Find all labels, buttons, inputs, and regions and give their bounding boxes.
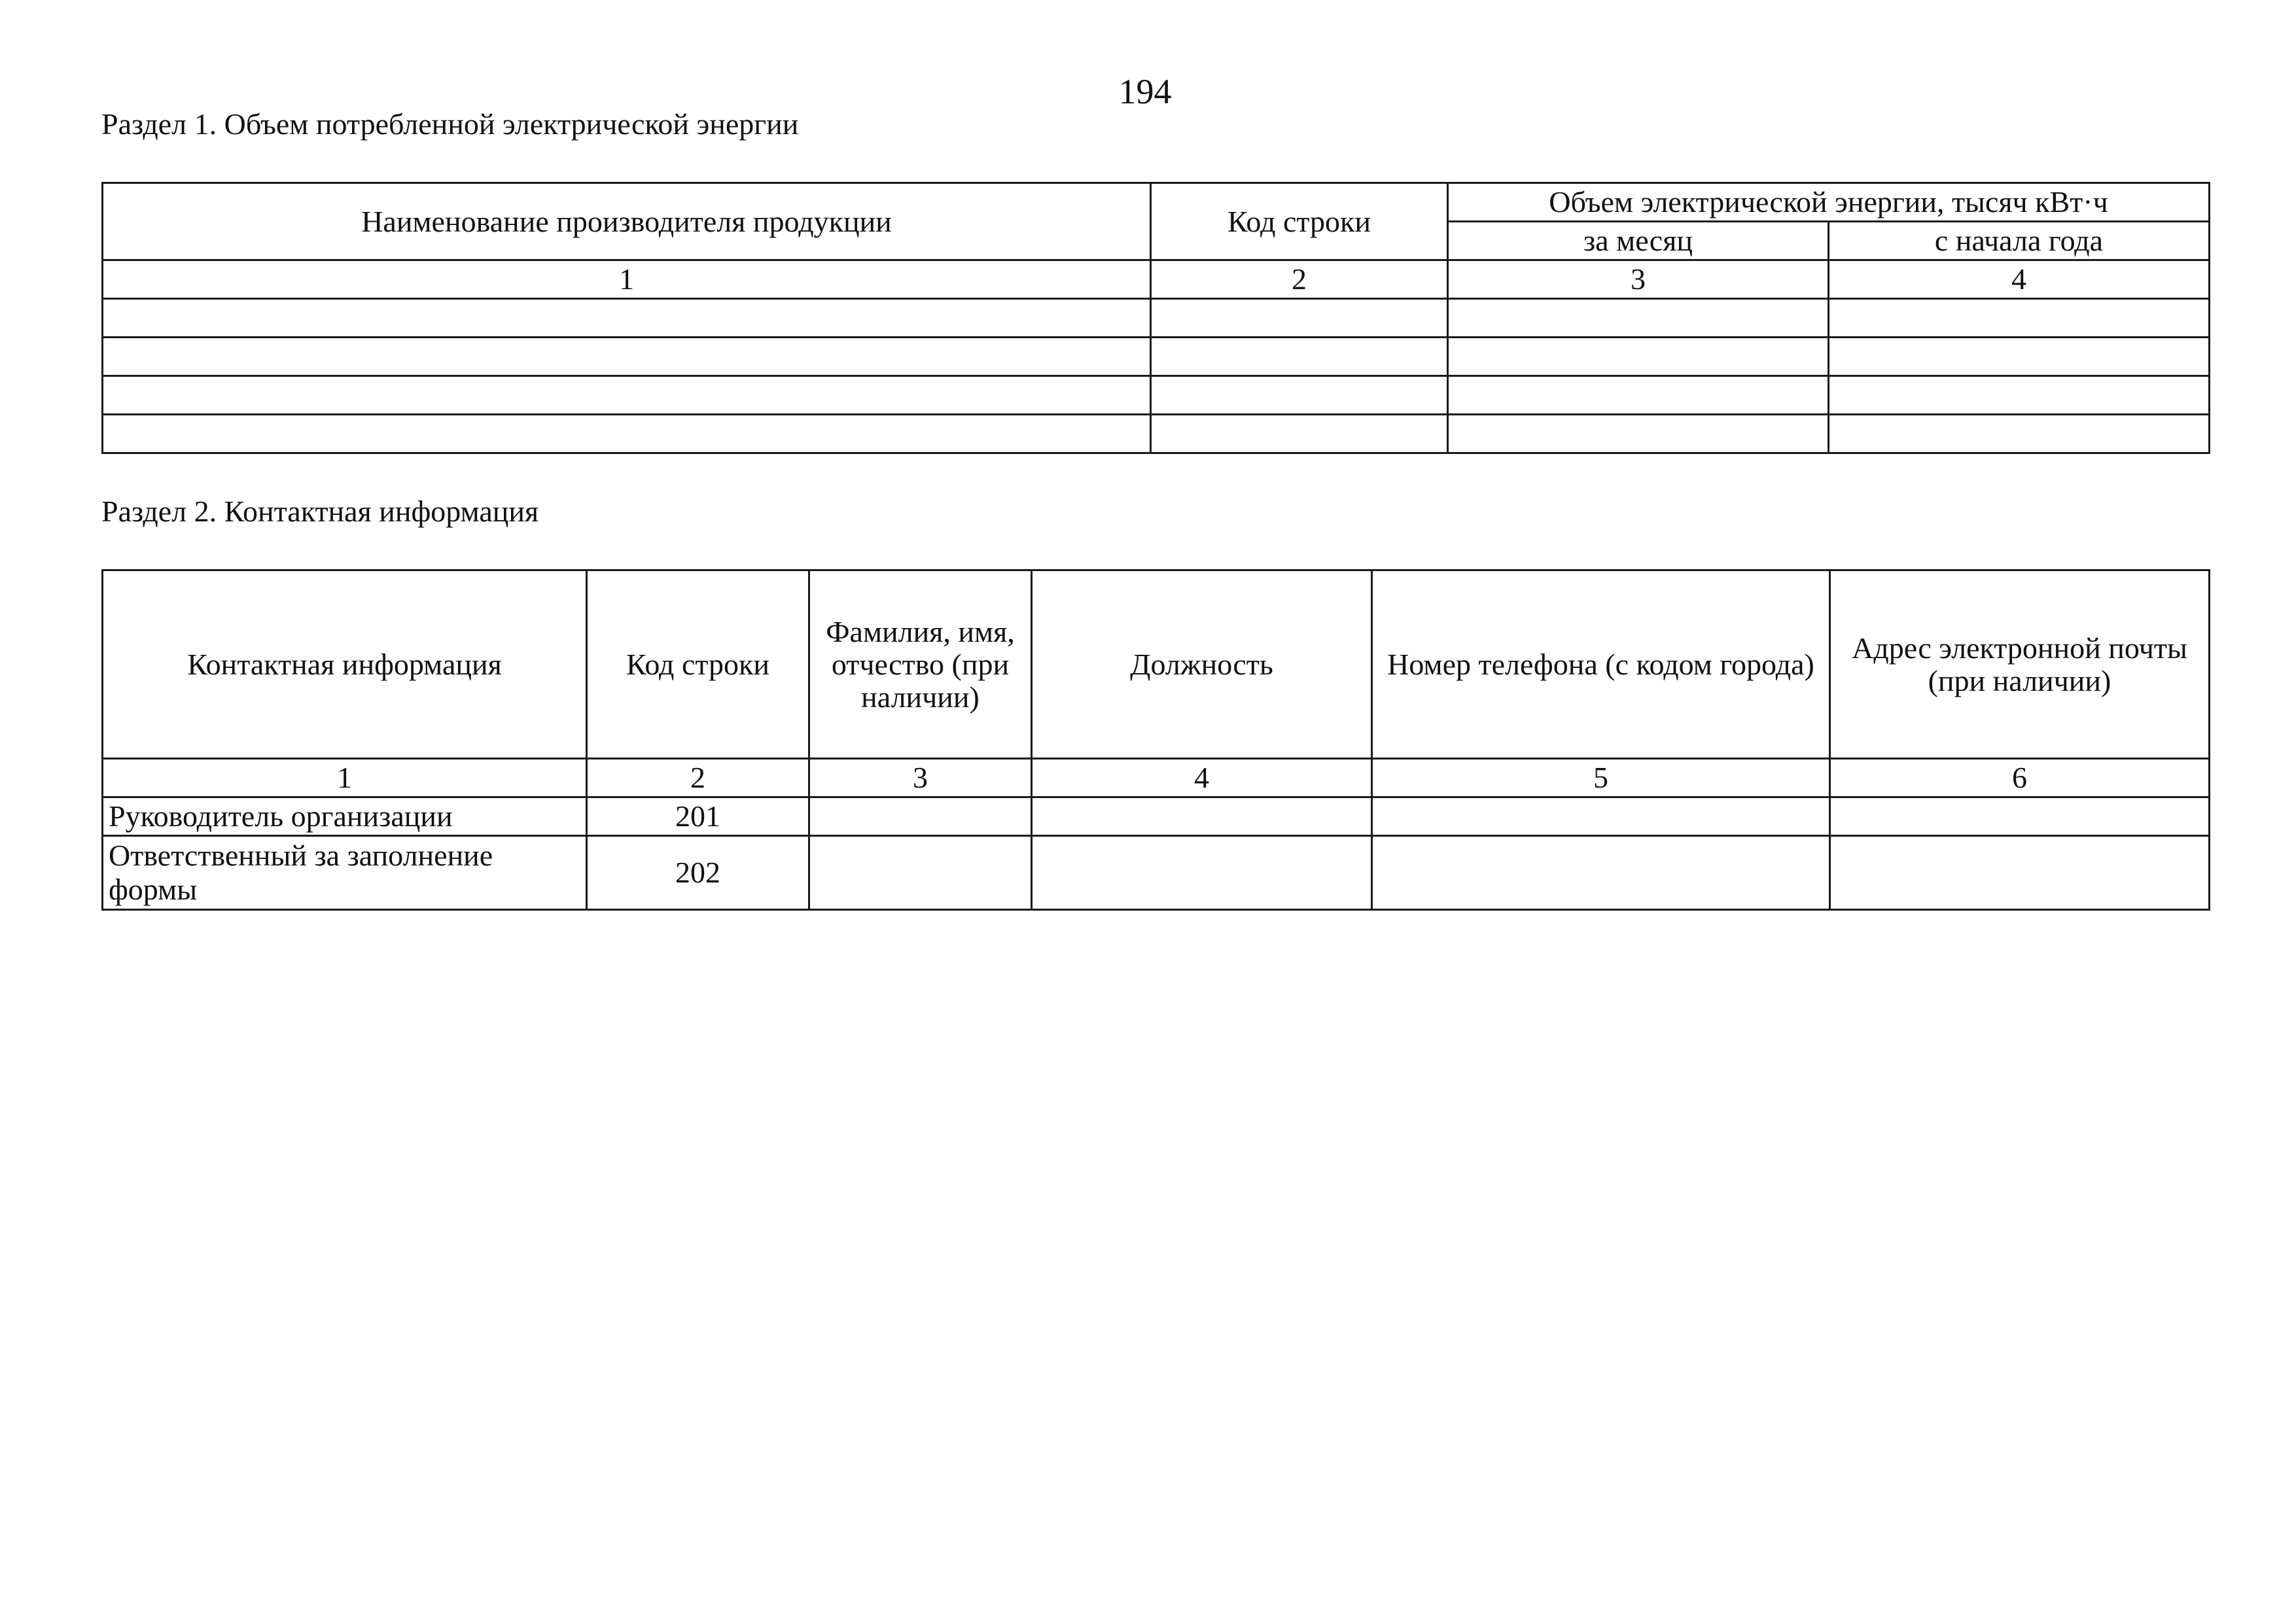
header-producer-name: Наименование производителя продукции (103, 183, 1151, 260)
producer-name-cell[interactable] (103, 415, 1151, 453)
header-volume-group: Объем электрической энергии, тысяч кВт·ч (1448, 183, 2210, 222)
position-cell[interactable] (1032, 836, 1372, 910)
blank-row (103, 376, 2210, 415)
header-position: Должность (1032, 570, 1372, 759)
header-full-name: Фамилия, имя, отчество (при наличии) (809, 570, 1032, 759)
since-year-start-cell[interactable] (1829, 338, 2210, 376)
contact-row-code: 201 (587, 797, 809, 836)
blank-row (103, 338, 2210, 376)
full-name-cell[interactable] (809, 836, 1032, 910)
producer-name-cell[interactable] (103, 338, 1151, 376)
header-since-year-start: с начала года (1829, 222, 2210, 260)
row-code-cell[interactable] (1151, 299, 1448, 338)
producer-name-cell[interactable] (103, 376, 1151, 415)
column-number: 6 (1830, 759, 2210, 797)
page-number: 194 (1118, 72, 1172, 111)
header-contact-info: Контактная информация (103, 570, 587, 759)
energy-consumption-table (101, 182, 2210, 454)
header-row-code: Код строки (587, 570, 809, 759)
email-cell[interactable] (1830, 797, 2210, 836)
section-1-title: Раздел 1. Объем потребленной электрической энергии (101, 107, 799, 141)
since-year-start-cell[interactable] (1829, 415, 2210, 453)
column-number: 1 (103, 759, 587, 797)
column-number: 3 (809, 759, 1032, 797)
row-code-cell[interactable] (1151, 415, 1448, 453)
contact-row-code: 202 (587, 836, 809, 910)
column-number: 2 (1151, 260, 1448, 299)
contact-row-head (103, 797, 2210, 836)
phone-cell[interactable] (1372, 836, 1830, 910)
column-number: 2 (587, 759, 809, 797)
column-number: 3 (1448, 260, 1829, 299)
column-number: 1 (103, 260, 1151, 299)
since-year-start-cell[interactable] (1829, 299, 2210, 338)
blank-row (103, 415, 2210, 453)
position-cell[interactable] (1032, 797, 1372, 836)
row-code-cell[interactable] (1151, 376, 1448, 415)
full-name-cell[interactable] (809, 797, 1032, 836)
contact-row-responsible (103, 836, 2210, 910)
per-month-cell[interactable] (1448, 338, 1829, 376)
email-cell[interactable] (1830, 836, 2210, 910)
header-per-month: за месяц (1448, 222, 1829, 260)
header-phone: Номер телефона (с кодом города) (1372, 570, 1830, 759)
per-month-cell[interactable] (1448, 415, 1829, 453)
contact-row-label: Ответственный за заполнение формы (103, 836, 587, 910)
per-month-cell[interactable] (1448, 376, 1829, 415)
header-email: Адрес электронной почты (при наличии) (1830, 570, 2210, 759)
header-row-code: Код строки (1151, 183, 1448, 260)
contact-info-table (101, 569, 2210, 911)
section-2-title: Раздел 2. Контактная информация (101, 495, 539, 528)
per-month-cell[interactable] (1448, 299, 1829, 338)
since-year-start-cell[interactable] (1829, 376, 2210, 415)
column-number: 4 (1032, 759, 1372, 797)
blank-row (103, 299, 2210, 338)
column-number: 5 (1372, 759, 1830, 797)
contact-row-label: Руководитель организации (103, 797, 587, 836)
phone-cell[interactable] (1372, 797, 1830, 836)
column-number: 4 (1829, 260, 2210, 299)
row-code-cell[interactable] (1151, 338, 1448, 376)
producer-name-cell[interactable] (103, 299, 1151, 338)
